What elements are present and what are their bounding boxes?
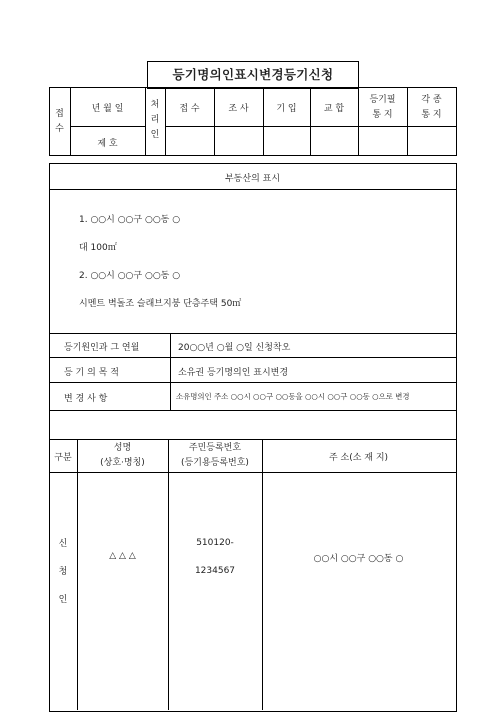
col-gubun: 구분 xyxy=(54,453,72,463)
property-line-1: 1. ○○시 ○○구 ○○동 ○ xyxy=(79,215,181,225)
cheori-label: 처 리 인 xyxy=(150,100,160,140)
property-line-2: 대 100㎡ xyxy=(79,243,117,253)
header-col-gakjong: 각 종 통 지 xyxy=(421,95,442,120)
col-address: 주 소(소 재 지) xyxy=(328,453,389,463)
col-regno: 주민등록번호 (등기용등록번호) xyxy=(181,443,249,468)
detail-label-cause: 등기원인과 그 연월 xyxy=(64,343,140,353)
applicant-regno: 510120- 1234567 xyxy=(194,538,236,576)
property-heading: 부동산의 표시 xyxy=(224,174,281,184)
applicant-address: ○○시 ○○구 ○○동 ○ xyxy=(313,554,404,564)
applicant-row-label: 신 청 인 xyxy=(58,539,68,605)
date-label: 년 월 일 xyxy=(91,104,124,114)
header-col-gyohap: 교 합 xyxy=(323,104,345,114)
title-box xyxy=(147,61,359,89)
header-col-jeopsu: 접 수 xyxy=(179,104,200,114)
col-name: 성명 (상호·명칭) xyxy=(100,443,145,468)
header-col-deunggipil: 등기필 통 지 xyxy=(369,95,396,120)
property-line-3: 2. ○○시 ○○구 ○○동 ○ xyxy=(79,271,181,281)
header-col-giip: 기 입 xyxy=(276,104,297,114)
detail-label-purpose: 등 기 의 목 적 xyxy=(64,368,119,378)
page-title: 등기명의인표시변경등기신청 xyxy=(172,67,334,82)
detail-label-change: 변 경 사 항 xyxy=(64,394,108,404)
header-col-josa: 조 사 xyxy=(228,104,249,114)
jeopsu-label: 접 수 xyxy=(55,109,64,134)
detail-value-cause: 20○○년 ○월 ○일 신청착오 xyxy=(178,343,291,353)
detail-value-change: 소유명의인 주소 ○○시 ○○구 ○○동을 ○○시 ○○구 ○○동 ○으로 변경 xyxy=(176,392,410,401)
detail-value-purpose: 소유권 등기명의인 표시변경 xyxy=(178,368,289,378)
property-line-4: 시멘트 벽돌조 슬래브지붕 단층주택 50㎡ xyxy=(79,299,242,309)
applicant-name: △ △ △ xyxy=(109,551,136,561)
number-label: 제 호 xyxy=(97,139,118,149)
